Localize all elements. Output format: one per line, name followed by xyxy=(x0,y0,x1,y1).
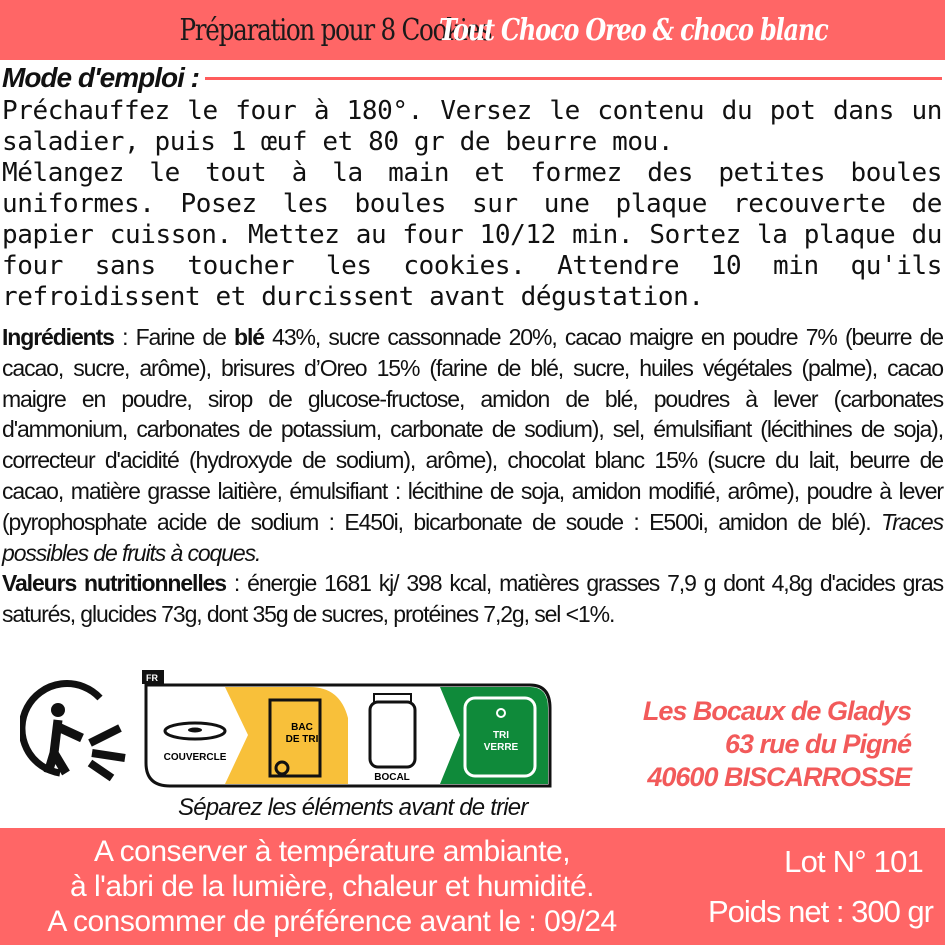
ingredients-text: : Farine de xyxy=(113,324,235,350)
producer-name: Les Bocaux de Gladys xyxy=(642,696,911,726)
net-weight: Poids net : 300 gr xyxy=(708,894,933,929)
glass-label: VERRE xyxy=(483,742,519,753)
heading-text: Mode d'emploi : xyxy=(2,62,199,93)
best-before: A consommer de préférence avant le : 09/24 xyxy=(47,905,617,938)
header-banner xyxy=(0,0,945,60)
ingredients-block xyxy=(2,322,943,630)
glass-label: TRI xyxy=(492,730,510,741)
nutrition-label: Valeurs nutritionnelles xyxy=(2,570,227,597)
instructions xyxy=(2,96,942,313)
lot-number: Lot N° 101 xyxy=(784,844,923,879)
traces-note: Traces possibles de fruits à coques. xyxy=(2,508,943,566)
bin-label: DE TRI xyxy=(285,734,319,745)
triman-icon xyxy=(22,684,125,778)
ingredients-text: 43%, sucre cassonnade 20%, cacao maigre en poudre 7% (beurre de cacao, sucre, arôme), brisures d’Oreo 15% (farine de blé, sucre, huiles végétales (palme), cacao maigre en poudre, sirop de glucose-fructose, amidon de blé, poudres à lever (carbonates d'ammonium, carbonates de potassium, carbonate de sodium), sel, émulsifiant (lécithines de soja), correcteur d'acidité (hydroxyde de sodium), arôme), chocolat blanc 15% (sucre du lait, beurre de cacao, matière grasse laitière, émulsifiant : lécithine de soja, amidon modifié, arôme), poudre à lever (pyrophosphate acide de sodium : E450i, bicarbonate de soude : E500i, amidon de blé). xyxy=(2,324,943,535)
product-flavor: Tout Choco Oreo & choco blanc xyxy=(438,12,828,48)
allergen: blé xyxy=(234,324,264,350)
ingredients-label: Ingrédients xyxy=(2,324,114,350)
bin-label: BAC xyxy=(291,722,313,733)
ingredients xyxy=(2,322,943,568)
jar-label: BOCAL xyxy=(374,772,410,783)
product-title: Préparation pour 8 Cookies xyxy=(178,12,491,48)
lid-label: COUVERCLE xyxy=(163,752,227,763)
storage-line: à l'abri de la lumière, chaleur et humidité. xyxy=(69,870,594,903)
producer-street: 63 rue du Pigné xyxy=(724,729,911,759)
nutrition xyxy=(2,568,943,630)
recycling-info xyxy=(20,668,560,793)
nutrition-text: : énergie 1681 kj/ 398 kcal, matières grasses 7,9 g dont 4,8g d'acides gras saturés, glucides 73g, dont 35g de sucres, protéines 7,2g, sel <1%. xyxy=(2,570,943,628)
producer-city: 40600 BISCARROSSE xyxy=(647,762,911,792)
producer-address xyxy=(643,695,911,794)
storage-line: A conserver à température ambiante, xyxy=(93,835,571,868)
storage-info xyxy=(0,834,664,939)
sorting-note: Séparez les éléments avant de trier xyxy=(178,794,528,821)
instruction-paragraph: Mélangez le tout à la main et formez des petites boules uniformes. Posez les boules sur une plaque recouverte de papier cuisson. Mettez au four 10/12 min. Sortez la plaque du four sans toucher les cookies. Attendre 10 min qu'ils refroidissent et durcissent avant dégustation. xyxy=(2,158,942,312)
instruction-paragraph: Préchauffez le four à 180°. Versez le contenu du pot dans un saladier, puis 1 œuf et 80 gr de beurre mou. xyxy=(2,96,942,157)
divider xyxy=(205,77,942,80)
mode-emploi-heading xyxy=(2,62,942,94)
footer-banner xyxy=(0,828,945,945)
country-code: FR xyxy=(146,673,158,683)
